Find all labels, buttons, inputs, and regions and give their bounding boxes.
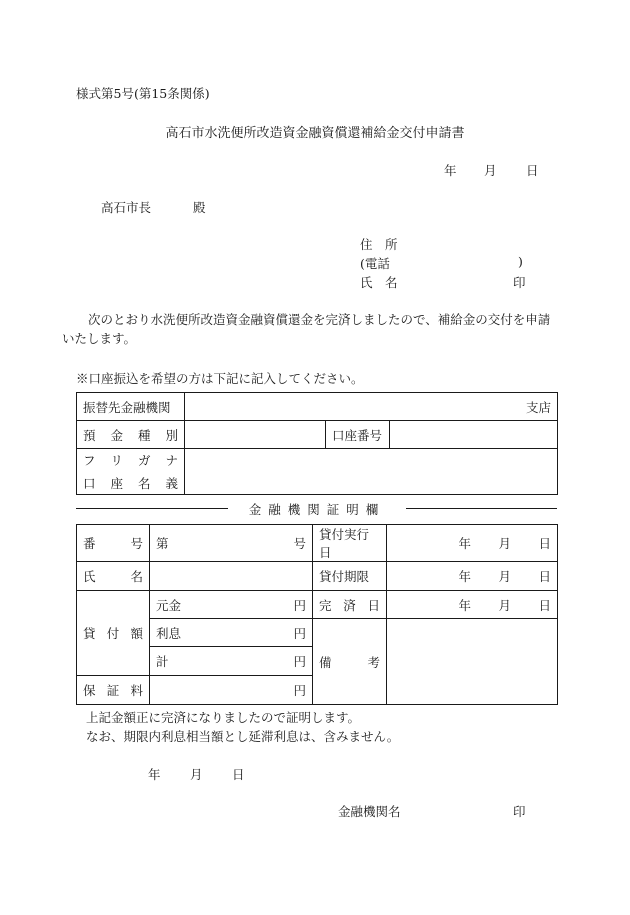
bank-label: 振替先金融機関 xyxy=(77,393,185,421)
bank-certification-heading xyxy=(76,500,557,516)
loan-period-label: 貸付期限 xyxy=(313,562,387,591)
remarks-label: 備 考 xyxy=(313,619,387,705)
form-title: 高石市水洗便所改造資金融資償還補給金交付申請書 xyxy=(165,126,465,141)
address-label: 住 所 xyxy=(360,237,398,252)
certification-table xyxy=(76,524,558,705)
certification-line-1: 上記金額正に完済になりましたので証明します。 xyxy=(86,710,361,725)
total-field[interactable]: 計 円 xyxy=(150,647,313,676)
loan-period-field[interactable]: 年 月 日 xyxy=(387,562,558,591)
remarks-field[interactable] xyxy=(387,619,558,705)
certification-line-2: なお、期限内利息相当額とし延滞利息は、含みません。 xyxy=(86,729,400,744)
applicant-name-label: 氏 名 xyxy=(360,275,398,290)
borrower-name-field[interactable] xyxy=(150,562,313,591)
account-holder-label: 口 座 名 義 xyxy=(77,472,185,495)
completion-date-label: 完 済 日 xyxy=(313,591,387,619)
cert-date-year: 年 xyxy=(148,767,161,782)
addressee-name: 高石市長 xyxy=(101,200,152,215)
bank-name-label: 金融機関名 xyxy=(338,804,401,819)
guarantee-fee-field[interactable]: 円 xyxy=(150,676,313,705)
bank-seal-mark: 印 xyxy=(513,804,526,819)
account-holder-field[interactable] xyxy=(185,449,558,495)
date-month: 月 xyxy=(483,163,497,178)
principal-field[interactable]: 元金 円 xyxy=(150,591,313,619)
date-day: 日 xyxy=(525,163,539,178)
deposit-type-label: 預 金 種 別 xyxy=(77,421,185,449)
tel-label: (電話 xyxy=(360,256,390,271)
heading-rule-right xyxy=(406,508,557,509)
loan-amount-label: 貸 付 額 xyxy=(77,591,150,676)
branch-suffix: 支店 xyxy=(525,399,551,415)
account-table xyxy=(76,392,558,495)
application-date xyxy=(444,161,538,179)
form-number: 様式第5号(第15条関係) xyxy=(76,86,210,101)
account-number-field[interactable] xyxy=(390,421,558,449)
date-year: 年 xyxy=(444,163,457,178)
borrower-name-label: 氏 名 xyxy=(77,562,150,591)
cert-date-day: 日 xyxy=(231,767,245,782)
interest-field[interactable]: 利息 円 xyxy=(150,619,313,647)
applicant-seal-mark: 印 xyxy=(513,275,526,290)
application-statement: 次のとおり水洗便所改造資金融資償還金を完済しましたので、補給金の交付を申請いたします。 xyxy=(62,312,551,346)
heading-text: 金融機関証明欄 xyxy=(248,502,386,517)
loan-date-label: 貸付実行日 xyxy=(313,525,387,562)
guarantee-fee-label: 保 証 料 xyxy=(77,676,150,705)
certification-date xyxy=(148,765,244,783)
number-label: 番 号 xyxy=(77,525,150,562)
deposit-type-field[interactable] xyxy=(185,421,326,449)
completion-date-field[interactable]: 年 月 日 xyxy=(387,591,558,619)
cert-date-month: 月 xyxy=(189,767,203,782)
transfer-note: ※口座振込を希望の方は下記に記入してください。 xyxy=(76,371,364,386)
number-field[interactable]: 第 号 xyxy=(150,525,313,562)
bank-field[interactable] xyxy=(185,393,558,421)
account-number-label: 口座番号 xyxy=(326,421,390,449)
furigana-label: フ リ ガ ナ xyxy=(77,449,185,472)
addressee-honorific: 殿 xyxy=(193,200,206,215)
tel-close: ) xyxy=(518,254,523,269)
heading-rule-left xyxy=(76,508,228,509)
addressee xyxy=(101,198,206,216)
loan-date-field[interactable]: 年 月 日 xyxy=(387,525,558,562)
